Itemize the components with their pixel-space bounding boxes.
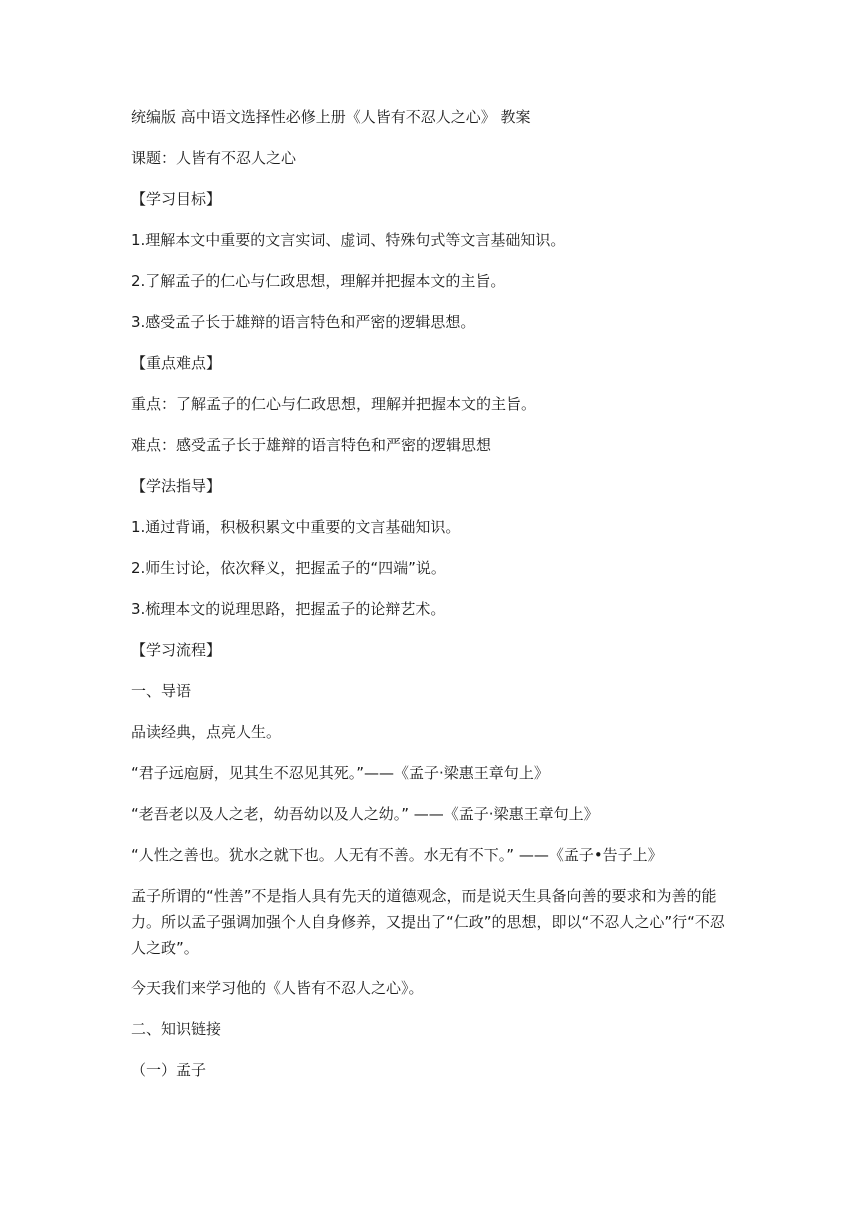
method-item: 3.梳理本文的说理思路，把握孟子的论辩艺术。 <box>131 600 446 618</box>
lesson-topic: 课题：人皆有不忍人之心 <box>131 149 297 167</box>
method-item: 2.师生讨论，依次释义，把握孟子的“四端”说。 <box>131 559 446 577</box>
quote-item: “君子远庖厨，见其生不忍见其死。”——《孟子·梁惠王章句上》 <box>131 764 549 782</box>
goals-heading: 【学习目标】 <box>131 190 222 208</box>
key-point: 重点：了解孟子的仁心与仁政思想，理解并把握本文的主旨。 <box>131 395 537 413</box>
process-heading: 【学习流程】 <box>131 641 222 659</box>
method-item: 1.通过背诵，积极积累文中重要的文言基础知识。 <box>131 518 461 536</box>
quote-item: “人性之善也。犹水之就下也。人无有不善。水无有不下。” ——《孟子•告子上》 <box>131 846 663 864</box>
goal-item: 1.理解本文中重要的文言实词、虚词、特殊句式等文言基础知识。 <box>131 231 566 249</box>
method-heading: 【学法指导】 <box>131 477 222 495</box>
goal-item: 2.了解孟子的仁心与仁政思想，理解并把握本文的主旨。 <box>131 272 506 290</box>
knowledge-heading: 二、知识链接 <box>131 1020 222 1038</box>
intro-heading: 一、导语 <box>131 682 192 700</box>
difficulty-point: 难点：感受孟子长于雄辩的语言特色和严密的逻辑思想 <box>131 436 492 454</box>
mencius-heading: （一）孟子 <box>131 1061 207 1079</box>
today-line: 今天我们来学习他的《人皆有不忍人之心》。 <box>131 979 424 997</box>
goal-item: 3.感受孟子长于雄辩的语言特色和严密的逻辑思想。 <box>131 313 476 331</box>
key-heading: 【重点难点】 <box>131 354 222 372</box>
document-body <box>131 104 737 1098</box>
quote-item: “老吾老以及人之老，幼吾幼以及人之幼。” ——《孟子·梁惠王章句上》 <box>131 805 599 823</box>
explanation-paragraph: 孟子所谓的“性善”不是指人具有先天的道德观念，而是说天生具备向善的要求和为善的能力。所以孟子强调加强个人自身修养，又提出了“仁政”的思想，即以“不忍人之心”行“不忍人之政”。 <box>131 887 725 957</box>
document-header: 统编版 高中语文选择性必修上册《人皆有不忍人之心》 教案 <box>131 108 531 126</box>
intro-lead: 品读经典，点亮人生。 <box>131 723 282 741</box>
